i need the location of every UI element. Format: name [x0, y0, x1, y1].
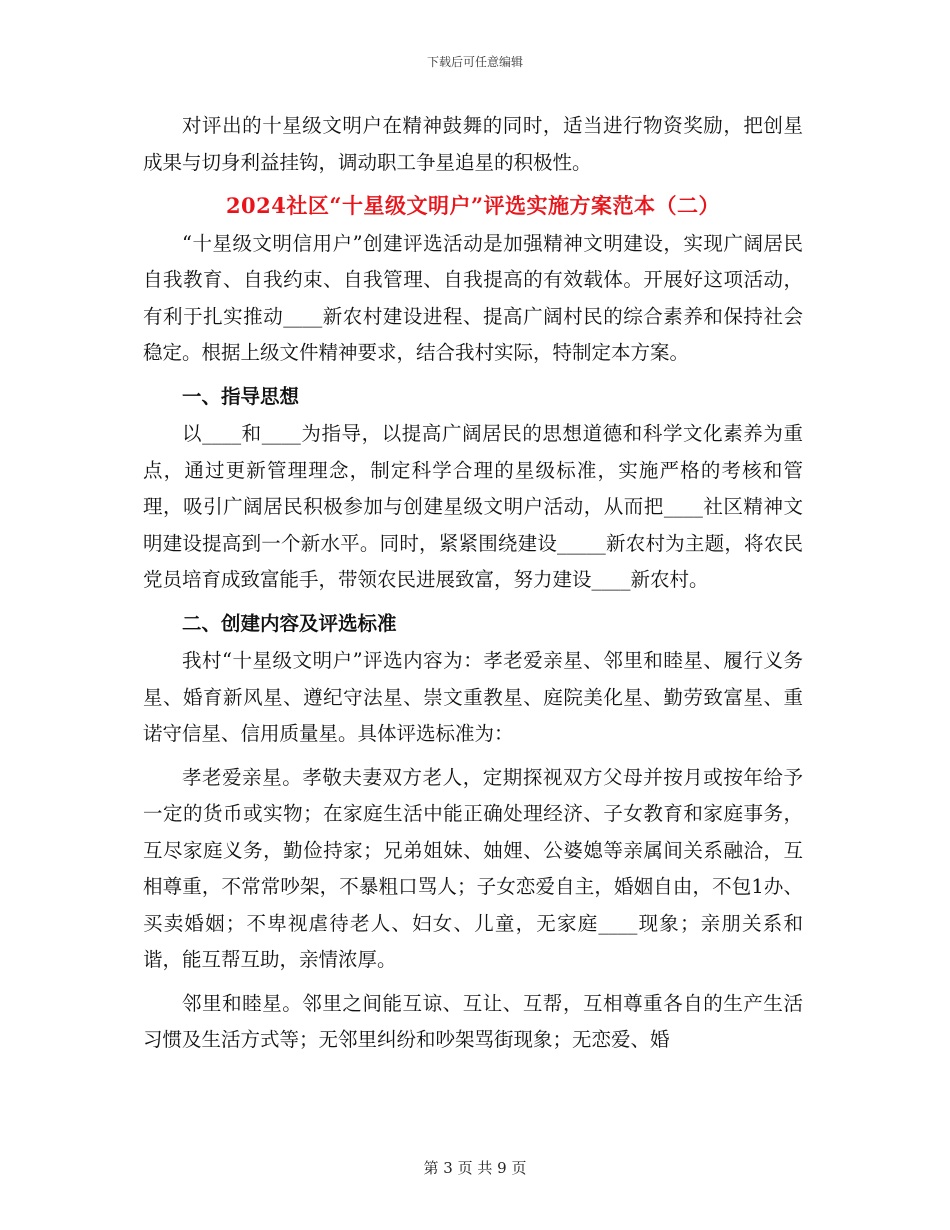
page-header: 下载后可任意编辑 [426, 55, 523, 69]
document-title: 2024社区“十星级文明户”评选实施方案范本（二） [225, 193, 721, 218]
neighborhood-harmony-star-paragraph: 邻里和睦星。邻里之间能互谅、互让、互帮，互相尊重各自的生产生活习惯及生活方式等；无邻里纠纷和吵架骂街现象；无恋爱、婚 [143, 991, 803, 1051]
filial-piety-star-paragraph: 孝老爱亲星。孝敬夫妻双方老人，定期探视双方父母并按月或按年给予一定的货币或实物；在家庭生活中能正确处理经济、子女教育和家庭事务，互尽家庭义务，勤俭持家；兄弟姐妹、妯娌、公婆媳等亲属间关系融洽，互相尊重，不常常吵架，不暴粗口骂人；子女恋爱自主，婚姻自由，不包1办、买卖婚姻；不卑视虐待老人、妇女、儿童，无家庭____现象；亲朋关系和谐，能互帮互助，亲情浓厚。 [143, 765, 803, 971]
guiding-ideology-paragraph: 以____和____为指导，以提高广阔居民的思想道德和科学文化素养为重点，通过更新管理理念，制定科学合理的星级标准，实施严格的考核和管理，吸引广阔居民积极参加与创建星级文明户活动，从而把____社区精神文明建设提高到一个新水平。同时，紧紧围绕建设_____新农村为主题，将农民党员培育成致富能手，带领农民进展致富，努力建设____新农村。 [143, 422, 803, 591]
page-footer: 第 3 页 共 9 页 [423, 1159, 527, 1177]
section-heading-guiding-ideology: 一、指导思想 [182, 384, 300, 408]
section-heading-content-standards: 二、创建内容及评选标准 [182, 611, 397, 635]
preface-paragraph: “十星级文明信用户”创建评选活动是加强精神文明建设，实现广阔居民自我教育、自我约束、自我管理、自我提高的有效载体。开展好这项活动，有利于扎实推动____新农村建设进程、提高广阔村民的综合素养和保持社会稳定。根据上级文件精神要求，结合我村实际，特制定本方案。 [143, 231, 803, 364]
document-body [143, 108, 803, 1066]
content-standards-paragraph: 我村“十星级文明户”评选内容为：孝老爱亲星、邻里和睦星、履行义务星、婚育新风星、遵纪守法星、崇文重教星、庭院美化星、勤劳致富星、重诺守信星、信用质量星。具体评选标准为： [143, 649, 803, 745]
intro-paragraph: 对评出的十星级文明户在精神鼓舞的同时，适当进行物资奖励，把创星成果与切身利益挂钩，调动职工争星追星的积极性。 [143, 114, 803, 174]
